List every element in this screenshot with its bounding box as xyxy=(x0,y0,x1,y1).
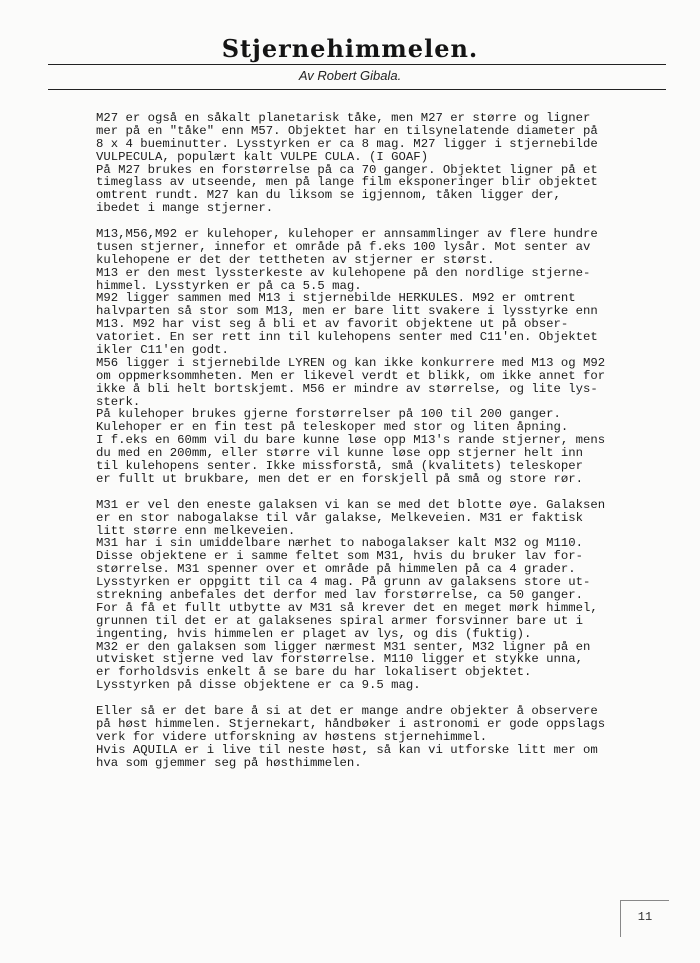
text-line: ingenting, hvis himmelen er plaget av lys, og dis (fuktig). xyxy=(96,626,532,641)
text-line: kulehopene er det der tettheten av stjerner er størst. xyxy=(96,252,495,267)
paragraph xyxy=(96,499,666,692)
text-line: er fullt ut brukbare, men det er en forskjell på små og store rør. xyxy=(96,471,584,486)
header-rule-bottom xyxy=(48,89,666,90)
text-line: M31 har i sin umiddelbare nærhet to nabogalakser kalt M32 og M110. xyxy=(96,536,584,551)
text-line: mer på en "tåke" enn M57. Objektet har en tilsynelatende diameter på xyxy=(96,123,598,138)
text-line: I f.eks en 60mm vil du bare kunne løse opp M13's rande stjerner, mens xyxy=(96,433,606,448)
text-line: ibedet i mange stjerner. xyxy=(96,201,274,216)
paragraph xyxy=(96,705,666,769)
header-rule-top xyxy=(48,64,666,65)
text-line: størrelse. M31 spenner over et område på himmelen på ca 4 grader. xyxy=(96,562,576,577)
text-line: VULPECULA, populært kalt VULPE CULA. (I GOAF) xyxy=(96,149,429,164)
text-line: M13 er den mest lyssterkeste av kulehopene på den nordlige stjerne- xyxy=(96,265,591,280)
text-line: hva som gjemmer seg på høsthimmelen. xyxy=(96,755,362,770)
text-line: M13,M56,M92 er kulehoper, kulehoper er annsammlinger av flere hundre xyxy=(96,227,598,242)
text-line: vatoriet. En ser rett inn til kulehopens senter med C11'en. Objektet xyxy=(96,330,598,345)
text-line: litt større enn melkeveien. xyxy=(96,523,296,538)
text-line: Hvis AQUILA er i live til neste høst, så kan vi utforske litt mer om xyxy=(96,742,598,757)
text-line: M31 er vel den eneste galaksen vi kan se med det blotte øye. Galaksen xyxy=(96,497,606,512)
text-line: omtrent rundt. M27 kan du liksom se igjennom, tåken ligger der, xyxy=(96,188,561,203)
text-line: grunnen til det er at galaksenes spiral armer forsvinner bare ut i xyxy=(96,613,584,628)
text-line: Lysstyrken er oppgitt til ca 4 mag. På grunn av galaksens store ut- xyxy=(96,575,591,590)
text-line: du med en 200mm, eller større vil kunne løse opp stjerner helt inn xyxy=(96,446,584,461)
text-line: På kulehoper brukes gjerne forstørrelser på 100 til 200 ganger. xyxy=(96,407,561,422)
text-line: verk for videre utforskning av høstens stjernehimmel. xyxy=(96,729,488,744)
text-line: 8 x 4 bueminutter. Lysstyrken er ca 8 mag. M27 ligger i stjernebilde xyxy=(96,136,598,151)
text-line: ikke å bli helt bortskjemt. M56 er mindre av størrelse, og lite lys- xyxy=(96,381,598,396)
text-line: M32 er den galaksen som ligger nærmest M31 senter, M32 ligner på en xyxy=(96,639,591,654)
author-byline: Av Robert Gibala. xyxy=(298,68,402,83)
text-line: om oppmerksommheten. Men er likevel verdt et blikk, om ikke annet for xyxy=(96,368,606,383)
text-line: strekning anbefales det derfor med lav forstørrelse, ca 50 ganger. xyxy=(96,587,584,602)
text-line: halvparten så stor som M13, men er bare litt svakere i lysstyrke enn xyxy=(96,304,598,319)
text-line: M92 ligger sammen med M13 i stjernebilde HERKULES. M92 er omtrent xyxy=(96,291,576,306)
paragraph xyxy=(96,112,666,215)
text-line: Kulehoper er en fin test på teleskoper med stor og liten åpning. xyxy=(96,420,569,435)
text-line: På M27 brukes en forstørrelse på ca 70 ganger. Objektet ligner på et xyxy=(96,162,598,177)
page-title: Stjernehimmelen. xyxy=(221,34,479,63)
text-line: er forholdsvis enkelt å se bare du har lokalisert objektet. xyxy=(96,665,532,680)
text-line: timeglass av utseende, men på lange film eksponeringer blir objektet xyxy=(96,175,598,190)
text-line: M56 ligger i stjernebilde LYREN og kan ikke konkurrere med M13 og M92 xyxy=(96,355,606,370)
text-line: Eller så er det bare å si at det er mange andre objekter å observere xyxy=(96,703,598,718)
text-line: Lysstyrken på disse objektene er ca 9.5 mag. xyxy=(96,678,421,693)
text-line: tusen stjerner, innefor et område på f.eks 100 lysår. Mot senter av xyxy=(96,239,591,254)
paragraph xyxy=(96,228,666,486)
text-line: M27 er også en såkalt planetarisk tåke, men M27 er større og ligner xyxy=(96,111,591,125)
text-line: Disse objektene er i samme feltet som M31, hvis du bruker lav for- xyxy=(96,549,584,564)
page-number-box xyxy=(620,900,669,937)
text-line: ikler C11'en godt. xyxy=(96,343,229,358)
text-line: til kulehopens senter. Ikke missforstå, små (kvalitets) teleskoper xyxy=(96,459,584,474)
page-number: 11 xyxy=(637,910,653,924)
text-line: er en stor nabogalakse til vår galakse, Melkeveien. M31 er faktisk xyxy=(96,510,584,525)
article-body xyxy=(96,112,666,782)
text-line: utvisket stjerne ved lav forstørrelse. M110 ligger et stykke unna, xyxy=(96,652,584,667)
text-line: M13. M92 har vist seg å bli et av favorit objektene ut på obser- xyxy=(96,317,569,332)
text-line: på høst himmelen. Stjernekart, håndbøker i astronomi er gode oppslags xyxy=(96,716,606,731)
text-line: For å få et fullt utbytte av M31 så krever det en meget mørk himmel, xyxy=(96,600,598,615)
text-line: himmel. Lysstyrken er på ca 5.5 mag. xyxy=(96,278,362,293)
text-line: sterk. xyxy=(96,394,141,409)
